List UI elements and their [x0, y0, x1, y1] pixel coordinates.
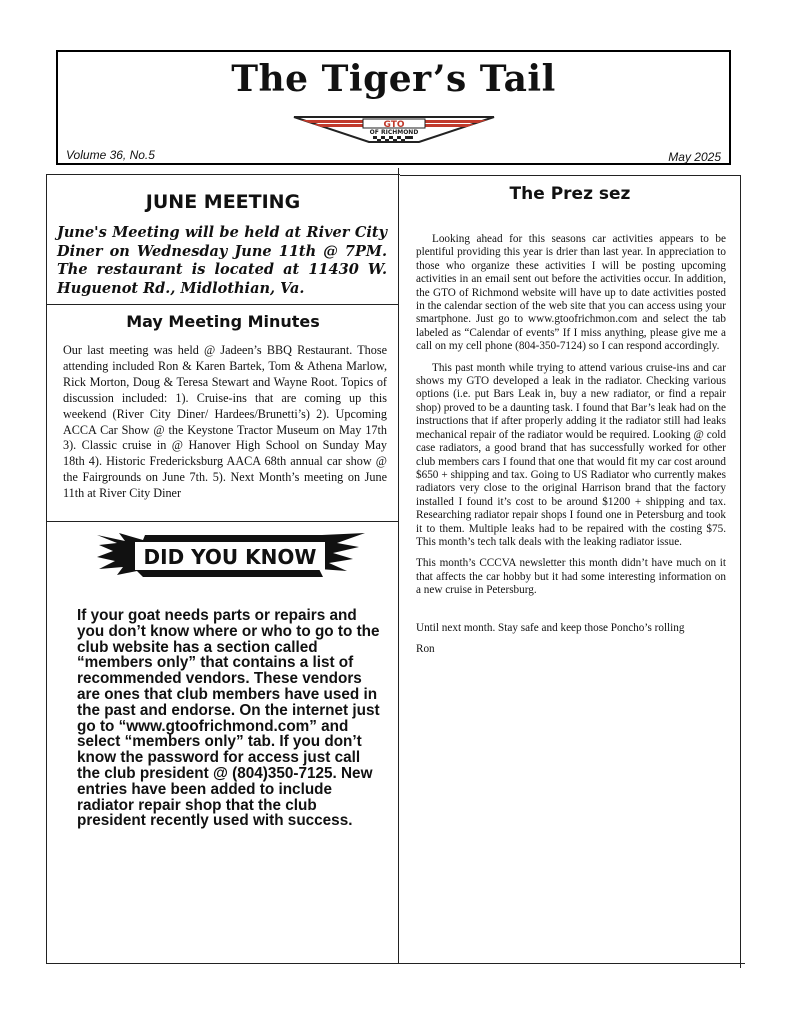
minutes-section-divider [46, 521, 398, 522]
prez-paragraph: Looking ahead for this seasons car activities appears to be plentiful providing this year is drier than last year. In appreciation to those who organize these activities I will be posting upcoming activities in an email sent out before the activities occur. In addition, the GTO of Richmond website will have up to date activities posted in the calendar section of the web site that you can access using your smartphone. Just go to www.gtoofrichmon.com and select the tab labeled as “Calendar of events” If I miss anything, please give me a call on my cell phone (804-350-7124) so I can respond accordingly. [416, 233, 726, 353]
column-divider [398, 168, 399, 964]
right-column-right-border [740, 175, 741, 968]
newsletter-title: The Tiger’s Tail [231, 58, 556, 100]
did-you-know-banner [97, 531, 365, 579]
right-column-top-border [400, 175, 741, 176]
logo-subtext: OF RICHMOND [369, 129, 419, 136]
prez-signature: Ron [416, 642, 435, 655]
left-column-top-border [46, 174, 400, 175]
may-minutes-heading: May Meeting Minutes [126, 312, 320, 331]
issue-date: May 2025 [668, 150, 721, 164]
june-section-divider [46, 304, 398, 305]
prez-paragraph: This past month while trying to attend various cruise-ins and car shows my GTO developed a leak in the radiator. Checking various options (i.e. put Bars Leak in, buy a new radiator, or find a repair shop) proved to be a daunting task. I found that Bar’s leak had on the instructions that if after properly adding it the radiator still had leaks mechanical repair of the radiator would be required. Looking @ cold case radiators, a good brand that has successfully worked for other club members cars I found that one that would fit my car cost around $650 + shipping and tax. Going to US Radiator who currently makes radiators very close to the original Harrison brand that the factory installed I found it’s cost to be around $1200 + shipping and tax. Researching radiator repair shops I found one in Petersburg and took it to them. Multiple leaks had to be repaired with the costing $75. This month’s tech talk deals with the leaking radiator issue. [416, 361, 726, 548]
did-you-know-title: DID YOU KNOW [143, 545, 317, 569]
prez-paragraph: This month’s CCCVA newsletter this month didn’t have much on it that affects the car hobby but it had some interesting information on a new cruise in Petersburg. [416, 557, 726, 597]
logo-text: GTO [383, 120, 405, 130]
june-meeting-text: June's Meeting will be held at River City Diner on Wednesday June 11th @ 7PM. The restaurant is located at 11430 W. Huguenot Rd., Midlothian, Va. [57, 224, 387, 297]
may-minutes-text: Our last meeting was held @ Jadeen’s BBQ Restaurant. Those attending included Ron & Karen Bartek, Tom & Athena Marlow, Rick Morton, Doug & Teresa Stewart and Wayne Root. Topics of discussion included: 1). Cruise-ins that are coming up this weekend (River City Diner/ Hardees/Brunetti’s) 2). Upcoming ACCA Car Show @ the Keystone Tractor Museum on May 17th 3). Classic cruise in @ Hanover High School on Sunday May 18th 4). Historic Fredericksburg AACA 68th annual car show @ the Fairgrounds on June 7th. 5). Next Month’s meeting on June 11th at River City Diner [63, 343, 387, 501]
prez-paragraph: Until next month. Stay safe and keep those Poncho’s rolling [416, 621, 685, 634]
bottom-border [46, 963, 745, 964]
june-meeting-heading: JUNE MEETING [145, 191, 301, 213]
did-you-know-text: If your goat needs parts or repairs and you don’t know where or who to go to the club website has a section called “members only” that contains a list of recommended vendors. These vendors are ones that club members have used in the past and endorse. On the internet just go to “www.gtoofrichmond.com” and select “members only” tab. If you don’t know the password for access just call the club president @ (804)350-7125. New entries have been added to include radiator repair shop that the club president recently used with success. [77, 607, 380, 830]
gto-logo [291, 114, 497, 144]
prez-sez-column [416, 233, 726, 664]
masthead [56, 50, 731, 165]
prez-sez-heading: The Prez sez [509, 184, 631, 204]
left-column-left-border [46, 174, 47, 964]
volume-number: Volume 36, No.5 [66, 148, 155, 162]
